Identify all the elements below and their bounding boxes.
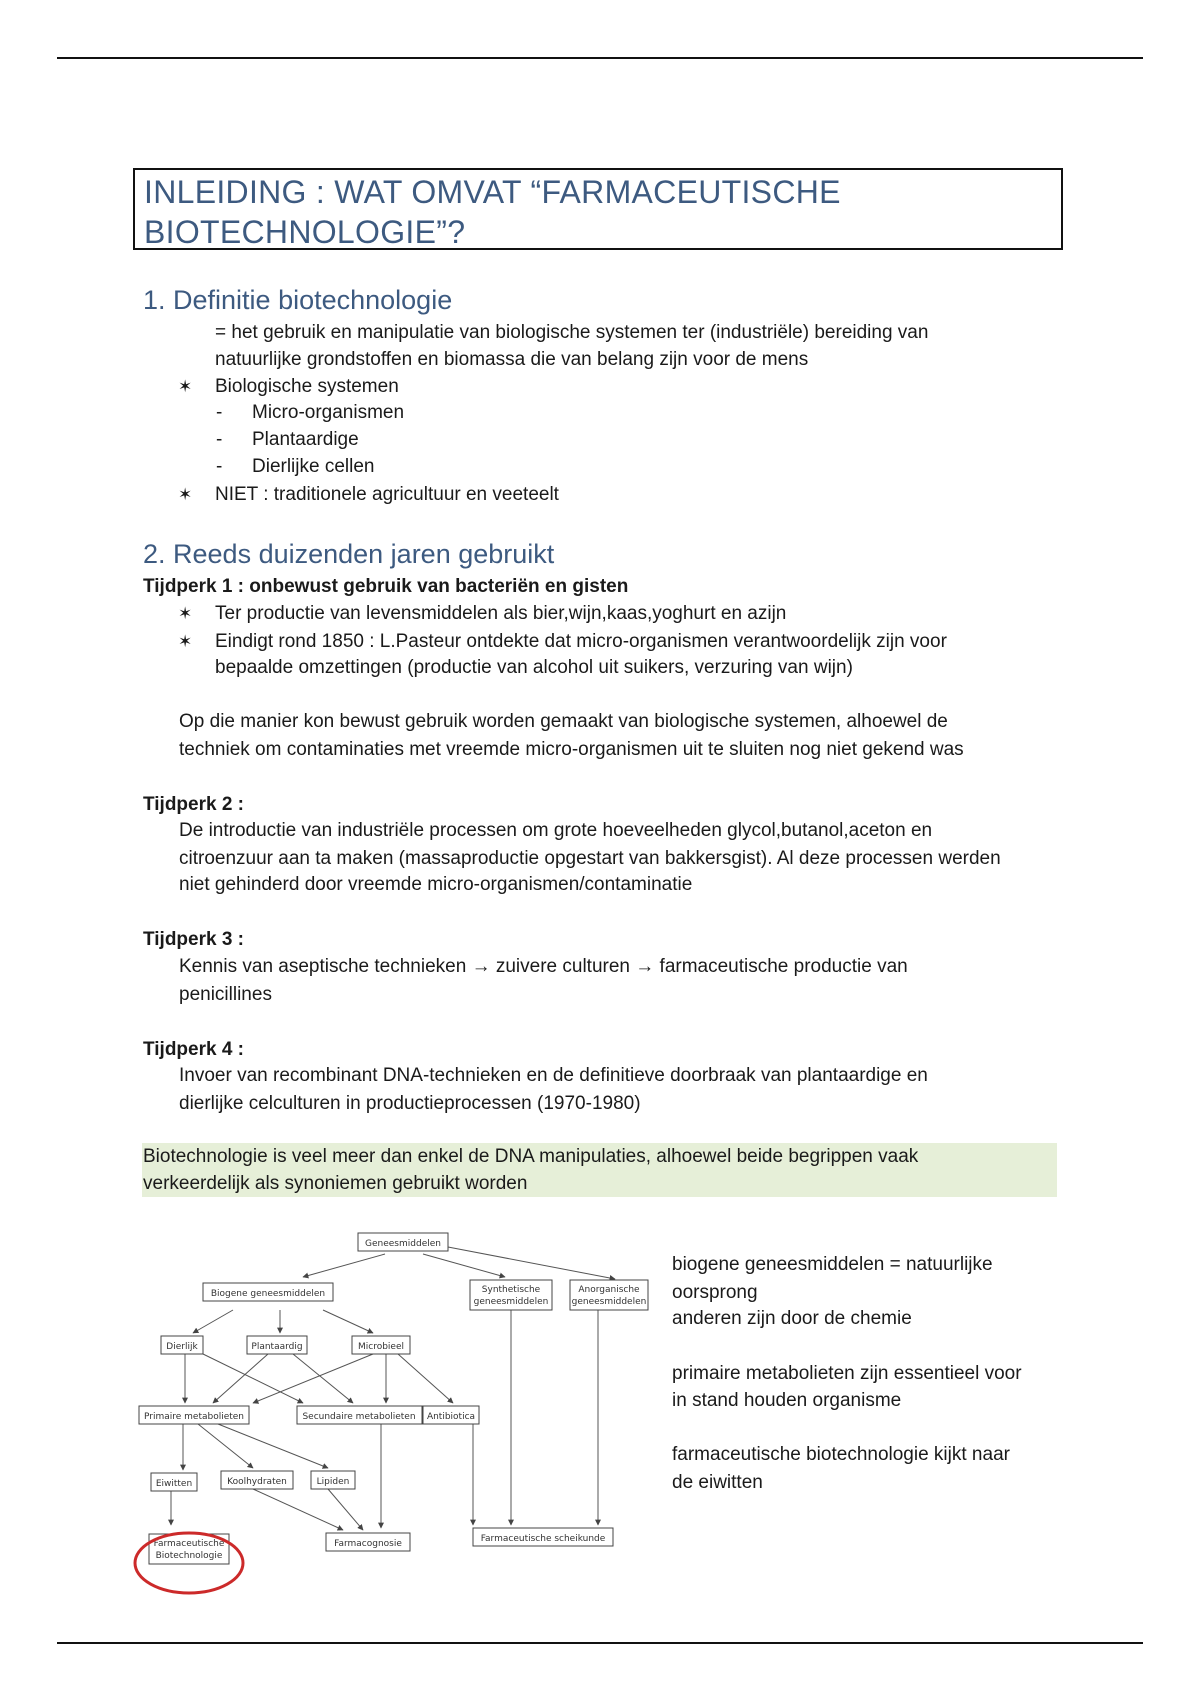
page-title-line-2: BIOTECHNOLOGIE”? <box>144 214 466 250</box>
bullet-star-icon: ✶ <box>178 604 193 623</box>
subitem-micro-organismen: Micro-organismen <box>252 402 405 423</box>
bullet-niet: NIET : traditionele agricultuur en veeteelt <box>215 484 559 505</box>
node-eiwitten: Eiwitten <box>155 1479 193 1489</box>
bullet-star-icon: ✶ <box>178 377 193 396</box>
era-4-line-2: dierlijke celculturen in productieprocessen (1970-1980) <box>179 1093 641 1114</box>
bottom-rule <box>57 1642 1143 1644</box>
node-synthetische-1: Synthetische <box>481 1285 541 1295</box>
side-note-3-line-1: farmaceutische biotechnologie kijkt naar <box>672 1444 1010 1465</box>
subitem-plantaardige: Plantaardige <box>252 429 359 450</box>
node-microbieel: Microbieel <box>357 1342 405 1352</box>
node-lipiden: Lipiden <box>316 1477 350 1487</box>
side-note-2-line-2: in stand houden organisme <box>672 1390 902 1411</box>
era-1-title: Tijdperk 1 : onbewust gebruik van bacteriën en gisten <box>143 576 629 597</box>
node-farmacognosie: Farmacognosie <box>334 1539 402 1549</box>
section-1-heading: 1. Definitie biotechnologie <box>143 285 453 315</box>
era-1-para-line-1: Op die manier kon bewust gebruik worden gemaakt van biologische systemen, alhoewel de <box>179 711 948 732</box>
node-geneesmiddelen: Geneesmiddelen <box>365 1239 441 1249</box>
node-secundaire: Secundaire metabolieten <box>302 1412 416 1422</box>
dash-icon: - <box>216 402 223 423</box>
side-note-1-line-2: oorsprong <box>672 1282 758 1303</box>
node-biogene: Biogene geneesmiddelen <box>210 1289 326 1299</box>
era-2-line-3: niet gehinderd door vreemde micro-organismen/contaminatie <box>179 874 693 895</box>
side-note-3-line-2: de eiwitten <box>672 1472 763 1493</box>
node-primaire: Primaire metabolieten <box>143 1412 245 1422</box>
era-4-line-1: Invoer van recombinant DNA-technieken en de definitieve doorbraak van plantaardige en <box>179 1065 928 1086</box>
node-farm-biotech-1: Farmaceutische <box>153 1539 225 1549</box>
era-1-bullet-2-cont: bepaalde omzettingen (productie van alcohol uit suikers, verzuring van wijn) <box>215 657 853 678</box>
node-dierlijk: Dierlijk <box>166 1342 198 1352</box>
node-anorganische-2: geneesmiddelen <box>571 1297 647 1307</box>
section-2-heading: 2. Reeds duizenden jaren gebruikt <box>143 539 555 569</box>
side-note-2-line-1: primaire metabolieten zijn essentieel voor <box>672 1363 1022 1384</box>
side-note-1-line-3: anderen zijn door de chemie <box>672 1308 912 1329</box>
era-3-line-2: penicillines <box>179 984 272 1005</box>
era-4-title: Tijdperk 4 : <box>143 1039 245 1060</box>
bullet-star-icon: ✶ <box>178 485 193 504</box>
node-farm-scheikunde: Farmaceutische scheikunde <box>480 1534 606 1544</box>
node-anorganische-1: Anorganische <box>578 1285 640 1295</box>
page-title-line-1: INLEIDING : WAT OMVAT “FARMACEUTISCHE <box>144 174 841 210</box>
era-2-line-1: De introductie van industriële processen om grote hoeveelheden glycol,butanol,aceton en <box>179 820 933 841</box>
node-koolhydraten: Koolhydraten <box>227 1477 287 1487</box>
era-1-bullet-1: Ter productie van levensmiddelen als bier,wijn,kaas,yoghurt en azijn <box>215 603 787 624</box>
era-1-bullet-2: Eindigt rond 1850 : L.Pasteur ontdekte dat micro-organismen verantwoordelijk zijn voor <box>215 631 947 652</box>
highlight-line-2: verkeerdelijk als synoniemen gebruikt worden <box>143 1173 528 1194</box>
era-2-title: Tijdperk 2 : <box>143 794 245 815</box>
definition-line-2: natuurlijke grondstoffen en biomassa die van belang zijn voor de mens <box>215 349 809 370</box>
side-note-1-line-1: biogene geneesmiddelen = natuurlijke <box>672 1254 993 1275</box>
dash-icon: - <box>216 429 223 450</box>
era-2-line-2: citroenzuur aan ta maken (massaproductie opgestart van bakkersgist). Al deze processen werden <box>179 848 1001 869</box>
node-synthetische-2: geneesmiddelen <box>473 1297 549 1307</box>
era-3-line-1: Kennis van aseptische technieken → zuivere culturen → farmaceutische productie van <box>179 956 908 977</box>
node-farm-biotech-2: Biotechnologie <box>155 1551 223 1561</box>
bullet-biologische-systemen: Biologische systemen <box>215 376 399 397</box>
era-1-para-line-2: techniek om contaminaties met vreemde micro-organismen uit te sluiten nog niet gekend was <box>179 739 964 760</box>
subitem-dierlijke-cellen: Dierlijke cellen <box>252 456 375 477</box>
node-antibiotica: Antibiotica <box>426 1412 476 1422</box>
definition-line-1: = het gebruik en manipulatie van biologische systemen ter (industriële) bereiding van <box>215 322 929 343</box>
bullet-star-icon: ✶ <box>178 632 193 651</box>
node-plantaardig: Plantaardig <box>251 1342 303 1352</box>
era-3-title: Tijdperk 3 : <box>143 929 245 950</box>
classification-diagram <box>133 1225 663 1600</box>
dash-icon: - <box>216 456 223 477</box>
title-box <box>133 168 1063 250</box>
highlight-line-1: Biotechnologie is veel meer dan enkel de DNA manipulaties, alhoewel beide begrippen vaak <box>143 1146 919 1167</box>
top-rule <box>57 57 1143 59</box>
